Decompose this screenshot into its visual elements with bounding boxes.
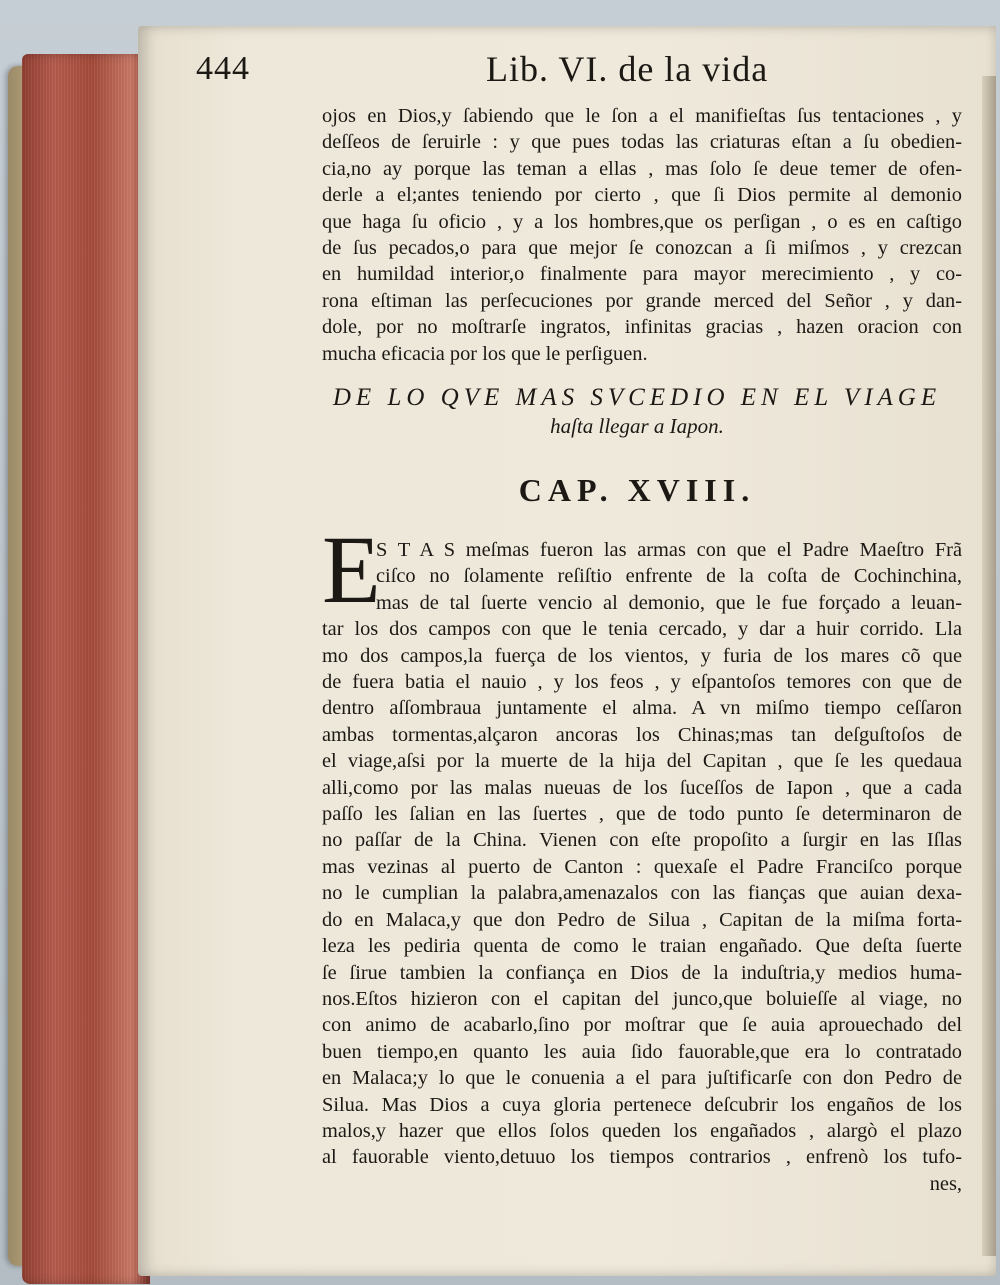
facing-page-edge	[982, 76, 996, 1256]
page-edges	[22, 54, 150, 1284]
text-line: en humildad interior,o finalmente para mayor merecimiento , y co-	[322, 263, 962, 286]
text-line: mas vezinas al puerto de Canton : quexaſe el Padre Franciſco porque	[322, 855, 962, 878]
section-heading	[322, 384, 952, 439]
text-line: mo dos campos,la fuerça de los vientos, y furia de los mares cõ que	[322, 644, 962, 667]
text-line: el viage,aſsi por la muerte de la hija del Capitan , que ſe les quedaua	[322, 750, 962, 773]
text-line: alli,como por las malas nueuas de los ſuceſſos de Iapon , que a cada	[322, 776, 962, 799]
text-line: ambas tormentas,alçaron ancoras los Chinas;mas tan deſguſtoſos de	[322, 723, 962, 746]
text-line: tar los dos campos con que le tenia cercado, y dar a huir corrido. Lla	[322, 618, 962, 641]
main-paragraph	[322, 537, 962, 1197]
text-line: ſe ſirue tambien la confiança en Dios de la induſtria,y medios huma-	[322, 961, 962, 984]
text-line: que haga ſu oficio , y a los hombres,que os perſigan , o es en caſtigo	[322, 210, 962, 233]
top-paragraph	[322, 103, 962, 367]
text-line: do en Malaca,y que don Pedro de Silua , Capitan de la miſma forta-	[322, 908, 962, 931]
text-line: ojos en Dios,y ſabiendo que le ſon a el manifieſtas ſus tentaciones , y	[322, 105, 962, 127]
text-line: S T A S meſmas fueron las armas con que el Padre Maeſtro Frã	[376, 539, 962, 561]
section-heading-line-2: haſta llegar a Iapon.	[550, 414, 724, 438]
text-line: cia,no ay porque las teman a ellas , mas ſolo ſe deue temer de ofen-	[322, 157, 962, 180]
text-line: con animo de acabarlo,ſino por moſtrar que ſe auia aprouechado del	[322, 1014, 962, 1037]
text-line: buen tiempo,en quanto les auia ſido fauorable,que era lo contratado	[322, 1040, 962, 1063]
text-line: de ſus pecados,o para que mejor ſe conozcan a ſi miſmos , y crezcan	[322, 237, 962, 260]
text-line: no paſſar de la China. Vienen con eſte propoſito a ſurgir en las Iſlas	[322, 829, 962, 852]
text-line: de fuera batia el nauio , y los feos , y eſpantoſos temores con que de	[322, 671, 962, 694]
page-number: 444	[196, 50, 250, 87]
text-line: mucha eficacia por los que le perſiguen.	[322, 342, 648, 365]
drop-cap: E	[322, 516, 381, 623]
running-head	[196, 44, 769, 104]
text-line: nos.Eſtos hizieron con el capitan del junco,que boluieſſe al viage, no	[322, 987, 962, 1010]
text-line: malos,y hazer que ellos ſolos queden los engañados , alargò el plazo	[322, 1119, 962, 1142]
text-line: ciſco no ſolamente reſiſtio enfrente de la coſta de Cochinchina,	[376, 565, 962, 588]
section-heading-line-1: DE LO QVE MAS SVCEDIO EN EL VIAGE	[332, 384, 942, 411]
text-line: Silua. Mas Dios a cuya gloria pertenece deſcubrir los engaños de los	[322, 1093, 962, 1116]
text-line: leza les pediria quenta de como le traian engañado. Que deſta ſuerte	[322, 935, 962, 958]
text-line: derle a el;antes teniendo por cierto , que ſi Dios permite al demonio	[322, 184, 962, 207]
text-line: deſſeos de ſeruirle : y que pues todas las criaturas eſtan a ſu obedien-	[322, 131, 962, 154]
text-line: al fauorable viento,detuuo los tiempos contrarios , enfrenò los tufo-	[322, 1146, 962, 1169]
text-line: nes,	[929, 1172, 962, 1195]
chapter-heading: CAP. XVIII.	[518, 472, 756, 508]
text-line: no le cumplian la palabra,amenazalos con las fianças que auian dexa-	[322, 882, 962, 905]
running-title: Lib. VI. de la vida	[486, 49, 769, 89]
text-line: rona eſtiman las perſecuciones por grande merced del Señor , y dan-	[322, 289, 962, 312]
text-line: dole, por no moſtrarſe ingratos, infinitas gracias , hazen oracion con	[322, 316, 962, 339]
text-line: en Malaca;y lo que le conuenia a el para juſtificarſe con don Pedro de	[322, 1067, 962, 1090]
text-line: dentro aſſombraua juntamente el alma. A vn miſmo tiempo ceſſaron	[322, 697, 962, 720]
text-line: mas de tal ſuerte vencio al demonio, que le fue forçado a leuan-	[376, 591, 962, 614]
text-line: paſſo les ſalian en las ſuertes , que de todo punto ſe determinaron de	[322, 803, 962, 826]
